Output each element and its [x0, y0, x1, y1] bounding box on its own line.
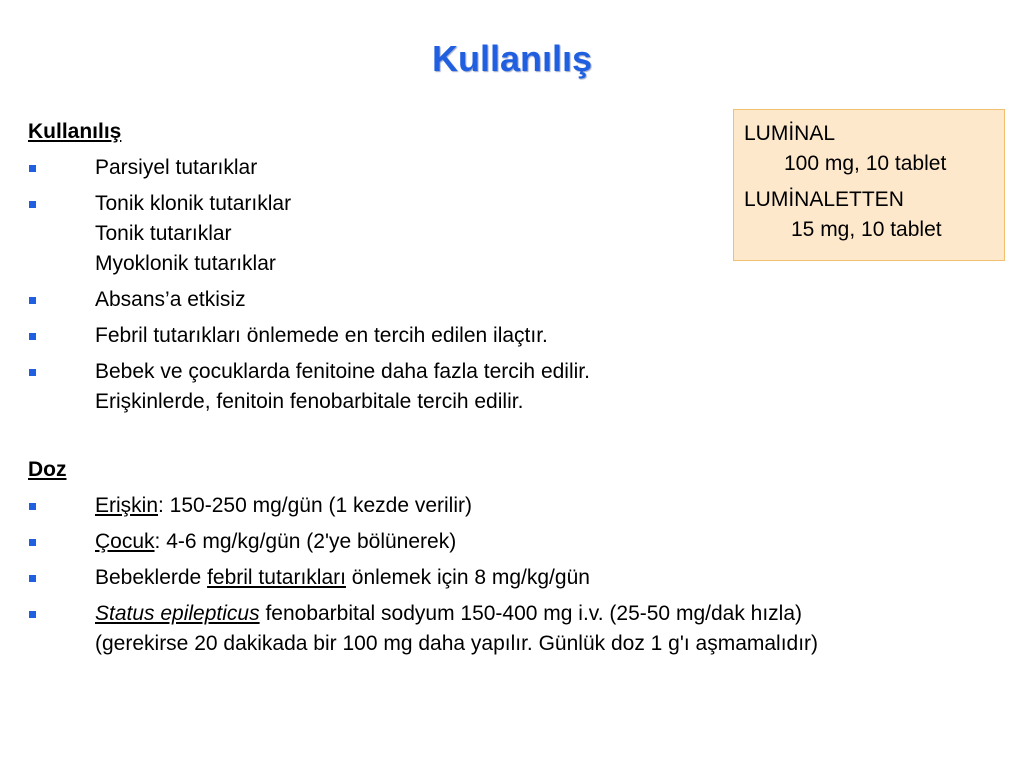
list-item-text: Bebek ve çocuklarda fenitoine daha fazla tercih edilir.: [95, 360, 590, 383]
square-bullet-icon: [29, 503, 36, 510]
status-dose-note: (gerekirse 20 dakikada bir 100 mg daha yapılır. Günlük doz 1 g'ı aşmamalıdır): [95, 632, 819, 655]
product-info-box: [733, 109, 1005, 261]
square-bullet-icon: [29, 539, 36, 546]
adult-dose-text: : 150-250 mg/gün (1 kezde verilir): [158, 494, 473, 517]
square-bullet-icon: [29, 611, 36, 618]
list-item: [28, 563, 1018, 593]
adult-label: Erişkin: [95, 494, 159, 517]
product-name: LUMİNALETTEN: [744, 188, 904, 211]
square-bullet-icon: [29, 165, 36, 172]
square-bullet-icon: [29, 369, 36, 376]
status-dose-text: fenobarbital sodyum 150-400 mg i.v. (25-50 mg/dak hızla): [259, 602, 802, 625]
list-item-text: Erişkinlerde, fenitoin fenobarbitale tercih edilir.: [95, 390, 524, 413]
square-bullet-icon: [29, 297, 36, 304]
product-detail: 15 mg, 10 tablet: [791, 218, 942, 241]
square-bullet-icon: [29, 201, 36, 208]
product-detail: 100 mg, 10 tablet: [784, 152, 947, 175]
list-item: [28, 599, 1018, 659]
list-item: [28, 357, 1018, 417]
list-item-text: Tonik klonik tutarıklar: [95, 192, 292, 215]
dose-heading: Doz: [28, 458, 67, 481]
febril-link-text: febril tutarıkları: [207, 566, 346, 589]
list-item: [28, 285, 1018, 315]
list-item-text: Absans’a etkisiz: [95, 288, 246, 311]
square-bullet-icon: [29, 333, 36, 340]
list-item-text: Myoklonik tutarıklar: [95, 252, 276, 275]
usage-heading: Kullanılış: [28, 120, 122, 143]
list-item-text: Tonik tutarıklar: [95, 222, 232, 245]
list-item: [28, 321, 1018, 351]
list-item-text: Parsiyel tutarıklar: [95, 156, 258, 179]
status-epilepticus-label: Status epilepticus: [95, 602, 260, 625]
list-item: [28, 527, 1018, 557]
child-dose-text: : 4-6 mg/kg/gün (2'ye bölünerek): [154, 530, 457, 553]
slide-title: Kullanılış: [431, 38, 593, 79]
square-bullet-icon: [29, 575, 36, 582]
list-item: [28, 491, 1018, 521]
product-name: LUMİNAL: [744, 122, 836, 145]
list-item-text: Febril tutarıkları önlemede en tercih edilen ilaçtır.: [95, 324, 548, 347]
child-label: Çocuk: [95, 530, 155, 553]
infant-prefix: Bebeklerde: [95, 566, 208, 589]
infant-suffix: önlemek için 8 mg/kg/gün: [345, 566, 590, 589]
